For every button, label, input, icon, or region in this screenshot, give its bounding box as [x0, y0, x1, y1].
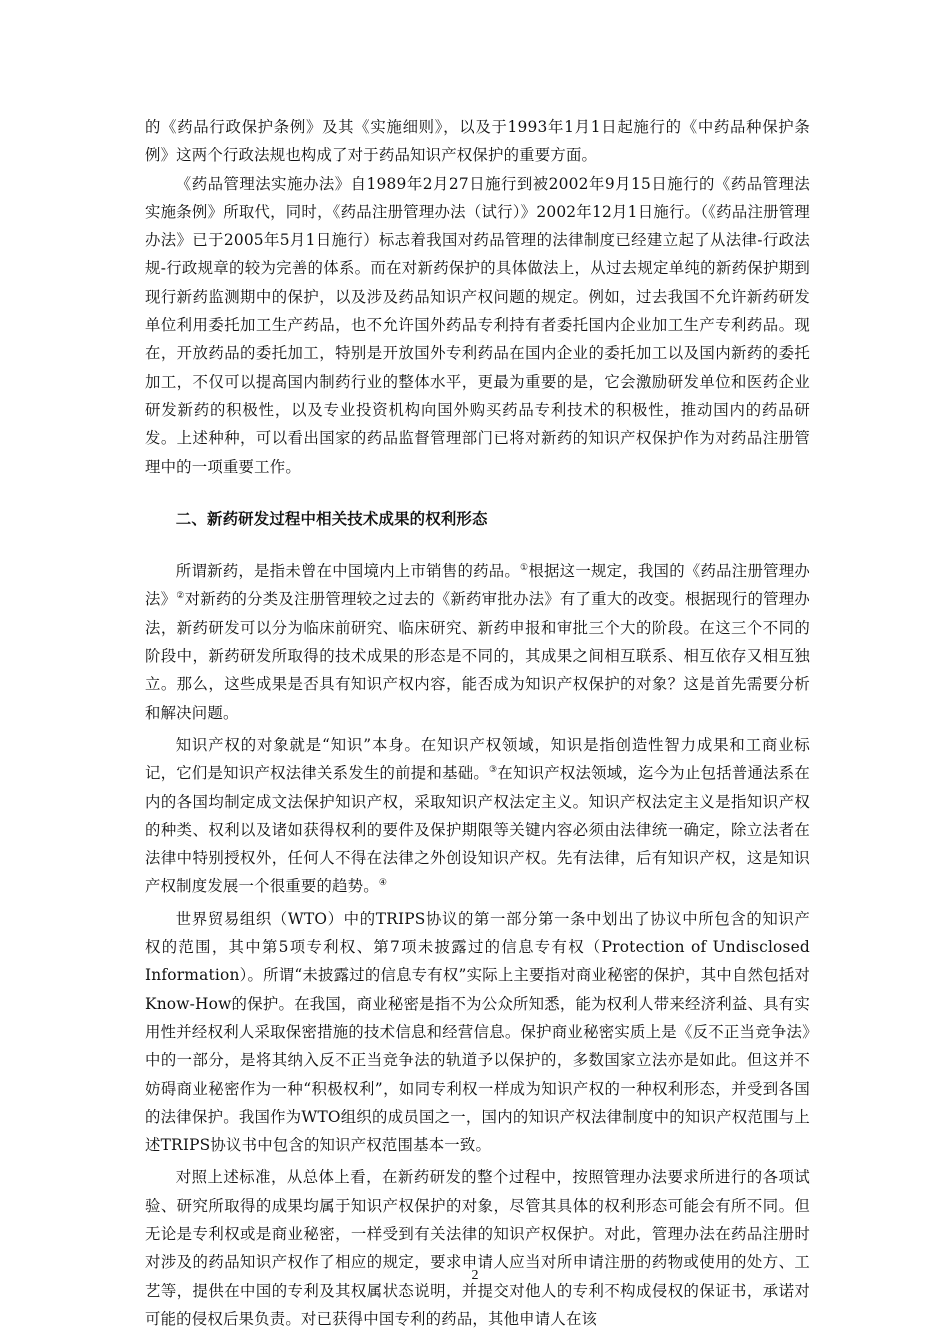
document-body — [145, 113, 810, 1333]
text-span: 对新药的分类及注册管理较之过去的《新药审批办法》有了重大的改变。根据现行的管理办法，新药研发可以分为临床前研究、临床研究、新药申报和审批三个大的阶段。在这三个不同的阶段中，新药研发所取得的技术成果的形态是不同的，其成果之间相互联系、相互依存又相互独立。那么，这些成果是否具有知识产权内容，能否成为知识产权保护的对象？这是首先需要分析和解决问题。 — [145, 590, 810, 722]
text-span: 知识产权的对象就是“知识”本身。在知识产权领域，知识是指创造性智力成果和工商业标记，它们是知识产权法律关系发生的前提和基础。 — [145, 735, 810, 783]
page-number: 2 — [471, 1268, 479, 1283]
paragraph-trips: 世界贸易组织（WTO）中的TRIPS协议的第一部分第一条中划出了协议中所包含的知识产权的范围，其中第5项专利权、第7项未披露过的信息专有权（Protection of Undisclosed Information）。所谓“未披露过的信息专有权”实际上主要指对商业秘密的保护，其中自然包括对Know-How的保护。在我国，商业秘密是指不为公众所知悉，能为权利人带来经济利益、具有实用性并经权利人采取保密措施的技术信息和经营信息。保护商业秘密实质上是《反不正当竞争法》中的一部分，是将其纳入反不正当竞争法的轨道予以保护的，多数国家立法亦是如此。但这并不妨碍商业秘密作为一种“积极权利”，如同专利权一样成为知识产权的一种权利形态，并受到各国的法律保护。我国作为WTO组织的成员国之一，国内的知识产权法律制度中的知识产权范围与上述TRIPS协议书中包含的知识产权范围基本一致。 — [145, 909, 810, 1155]
paragraph-drug-admin-law: 《药品管理法实施办法》自1989年2月27日施行到被2002年9月15日施行的《药品管理法实施条例》所取代，同时，《药品注册管理办法（试行）》2002年12月1日施行。（《药品注册管理办法》已于2005年5月1日施行）标志着我国对药品管理的法律制度已经建立起了从法律-行政法规-行政规章的较为完善的体系。而在对新药保护的具体做法上，从过去规定单纯的新药保护期到现行新药监测期中的保护，以及涉及药品知识产权问题的规定。例如，过去我国不允许新药研发单位利用委托加工生产药品，也不允许国外药品专利持有者委托国内企业加工生产专利药品。现在，开放药品的委托加工，特别是开放国外专利药品在国内企业的委托加工以及国内新药的委托加工，不仅可以提高国内制药行业的整体水平，更最为重要的是，它会激励研发单位和医药企业研发新药的积极性，以及专业投资机构向国外购买药品专利技术的积极性，推动国内的药品研发。上述种种，可以看出国家的药品监督管理部门已将对新药的知识产权保护作为对药品注册管理中的一项重要工作。 — [145, 174, 810, 476]
text-span: 根据这一规定，我国的《药品注册管理办法》 — [145, 562, 810, 609]
text-span: 在知识产权法领域，迄今为止包括普通法系在内的各国均制定成文法保护知识产权，采取知识产权法定主义。知识产权法定主义是指知识产权的种类、权利以及诸如获得权利的要件及保护期限等关键内容必须由法律统一确定，除立法者在法律中特别授权外，任何人不得在法律之外创设知识产权。先有法律，后有知识产权，这是知识产权制度发展一个很重要的趋势。 — [145, 764, 810, 896]
footnote-ref-1: ① — [520, 563, 529, 574]
paragraph-new-drug-definition — [145, 557, 810, 727]
footnote-ref-4: ④ — [378, 878, 388, 889]
section-heading: 二、新药研发过程中相关技术成果的权利形态 — [175, 509, 488, 528]
paragraph-ip-object — [145, 731, 810, 901]
text-span: 所谓新药，是指未曾在中国境内上市销售的药品。 — [175, 562, 521, 581]
paragraph-comparison: 对照上述标准，从总体上看，在新药研发的整个过程中，按照管理办法要求所进行的各项试验、研究所取得的成果均属于知识产权保护的对象，尽管其具体的权利形态可能会有所不同。但无论是专利权或是商业秘密，一样受到有关法律的知识产权保护。对此，管理办法在药品注册时对涉及的药品知识产权作了相应的规定，要求申请人应当对所申请注册的药物或使用的处方、工艺等，提供在中国的专利及其权属状态说明，并提交对他人的专利不构成侵权的保证书，承诺对可能的侵权后果负责。对已获得中国专利的药品，其他申请人在该 — [145, 1168, 810, 1328]
footnote-ref-3: ③ — [488, 765, 498, 776]
footnote-ref-2: ② — [176, 591, 185, 602]
paragraph-continued: 的《药品行政保护条例》及其《实施细则》，以及于1993年1月1日起施行的《中药品种保护条例》这两个行政法规也构成了对于药品知识产权保护的重要方面。 — [145, 118, 810, 165]
